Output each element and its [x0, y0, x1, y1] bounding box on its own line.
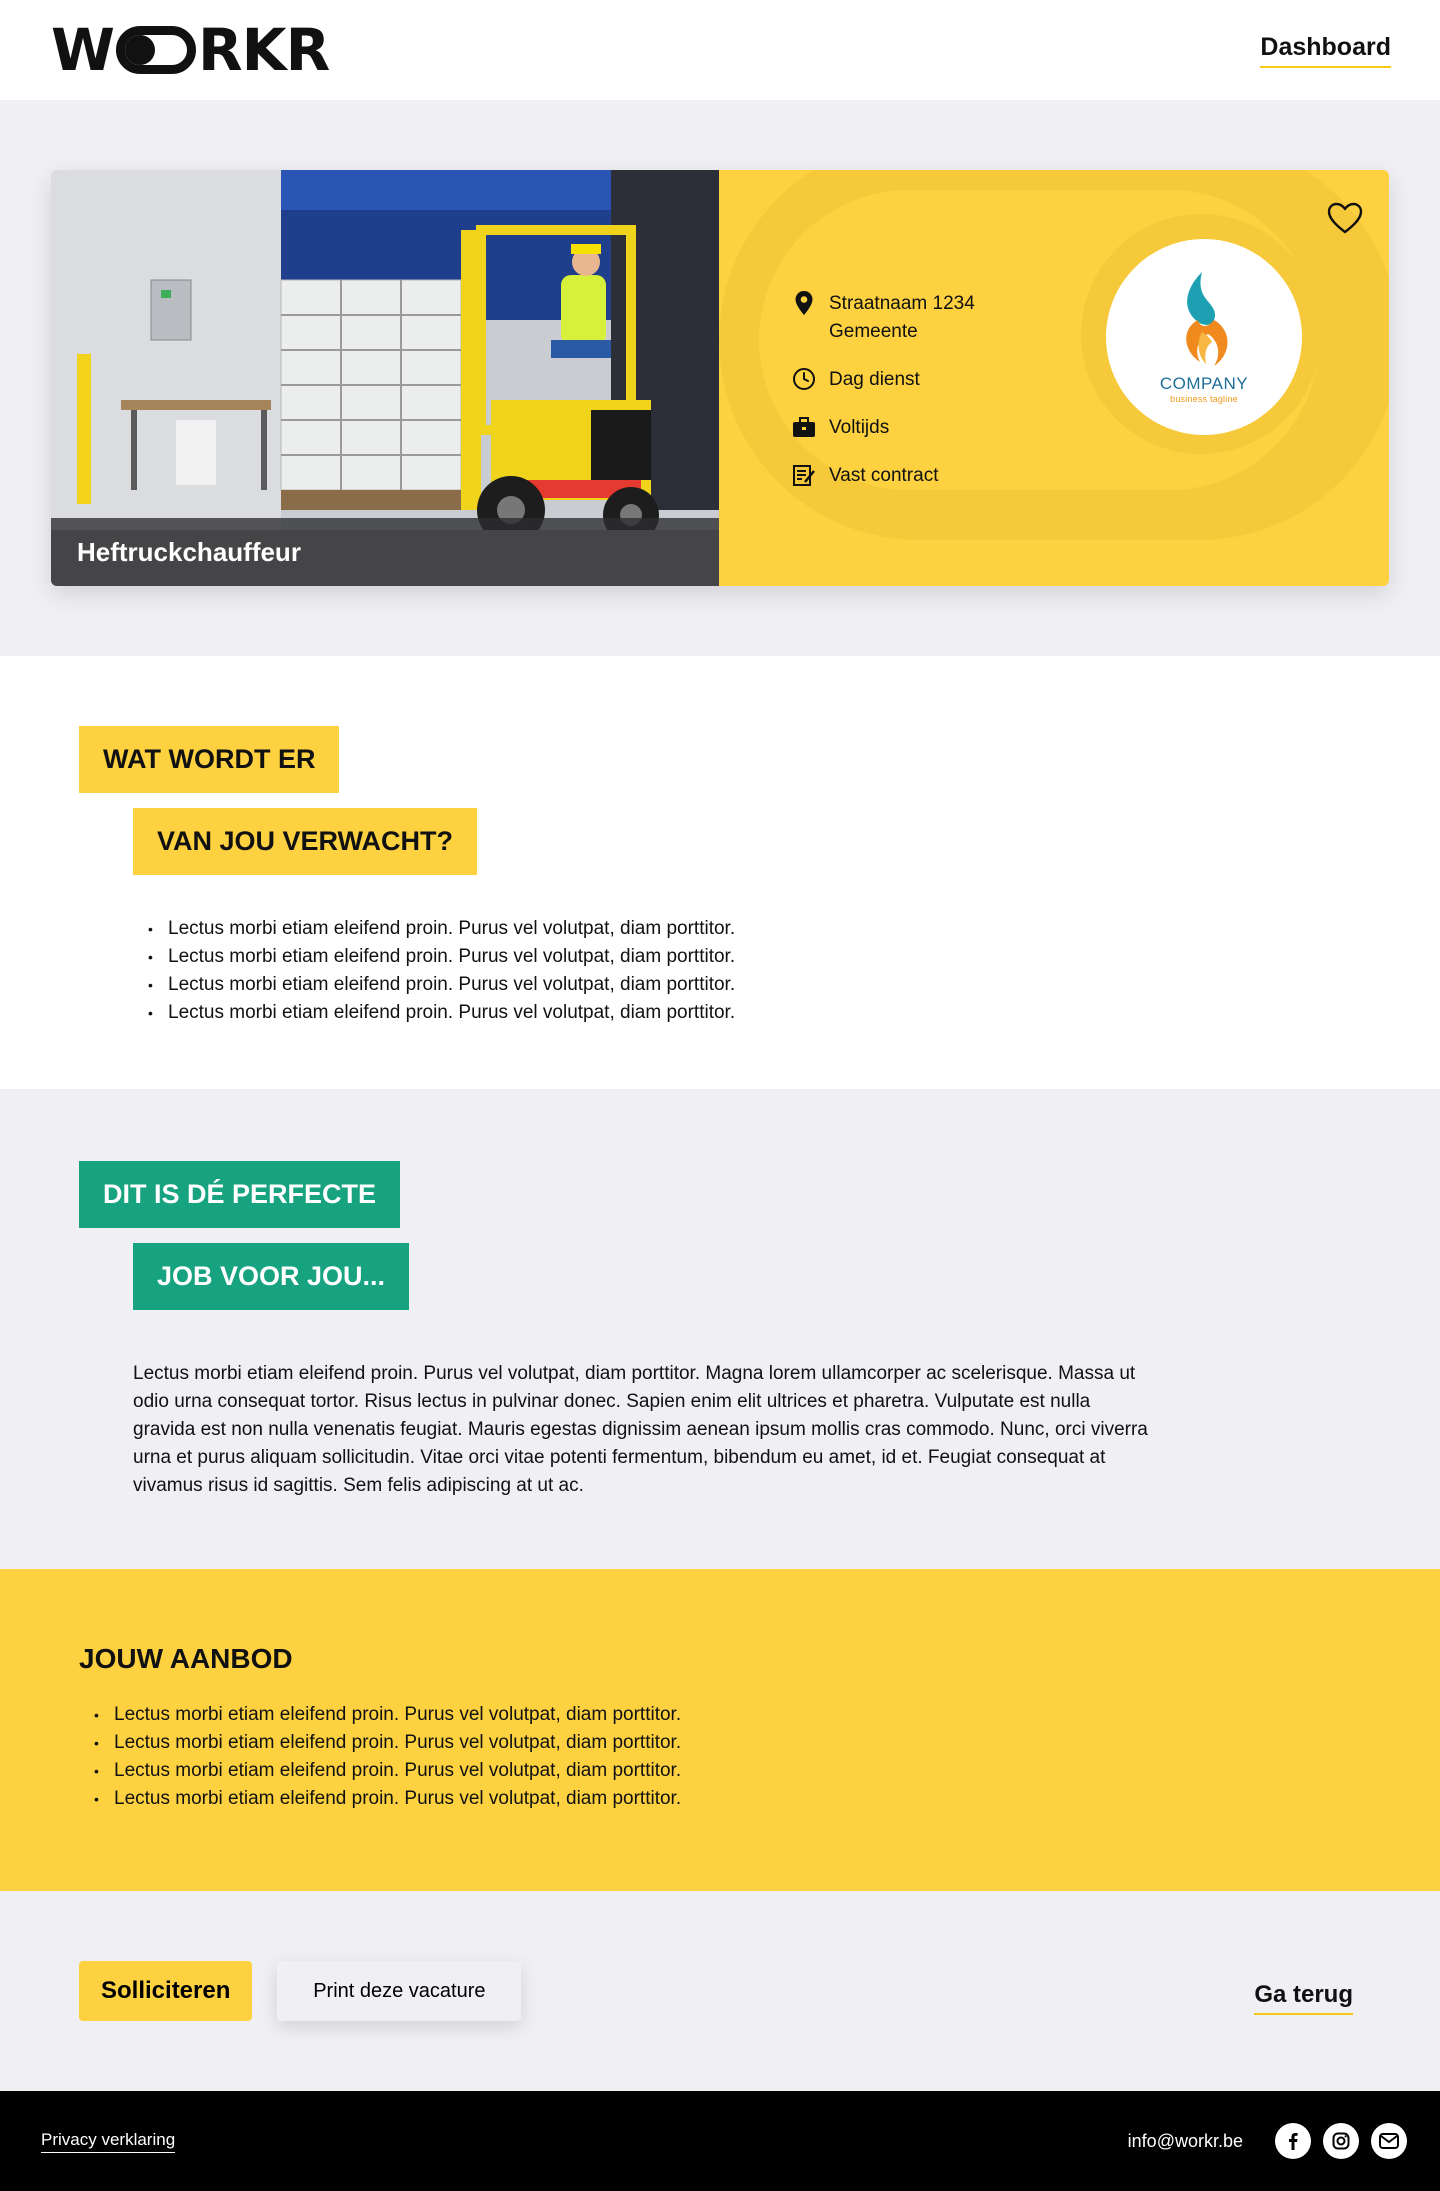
address-line1: Straatnaam 1234 [829, 293, 975, 314]
list-item: • Lectus morbi etiam eleifend proin. Purus vel volutpat, diam porttitor. [168, 999, 1440, 1027]
shift-text: Dag dienst [829, 369, 920, 390]
job-title: Heftruckchauffeur [51, 518, 719, 586]
facebook-icon[interactable] [1275, 2123, 1311, 2159]
list-item: • Lectus morbi etiam eleifend proin. Purus vel volutpat, diam porttitor. [168, 915, 1440, 943]
shift-item [791, 366, 975, 394]
hours-text: Voltijds [829, 417, 890, 438]
mail-icon[interactable] [1371, 2123, 1407, 2159]
company-tagline: business tagline [1170, 394, 1238, 404]
job-photo [51, 170, 719, 586]
site-footer [0, 2091, 1440, 2191]
company-logo [1106, 239, 1302, 435]
job-info-panel [719, 170, 1389, 586]
list-item: • Lectus morbi etiam eleifend proin. Purus vel volutpat, diam porttitor. [114, 1701, 1440, 1729]
expectations-section [0, 656, 1440, 1089]
social-links [1275, 2123, 1407, 2159]
heart-icon[interactable] [1327, 202, 1363, 234]
offer-list [114, 1701, 1440, 1813]
clock-icon [791, 366, 817, 392]
contract-item [791, 462, 975, 490]
back-link[interactable]: Ga terug [1254, 1981, 1353, 2015]
offer-heading: JOUW AANBOD [79, 1643, 293, 1674]
workr-logo[interactable]: W RKR [51, 16, 330, 84]
list-item: • Lectus morbi etiam eleifend proin. Purus vel volutpat, diam porttitor. [168, 943, 1440, 971]
footer-email[interactable]: info@workr.be [1127, 2130, 1243, 2151]
expect-list [168, 915, 1440, 1027]
flame-logo-icon [1174, 270, 1234, 370]
job-details-list [791, 290, 975, 510]
privacy-link[interactable]: Privacy verklaring [41, 2130, 175, 2153]
dashboard-link[interactable]: Dashboard [1260, 33, 1391, 68]
company-name: COMPANY [1159, 374, 1249, 393]
job-hero-section [0, 100, 1440, 656]
location-pin-icon [791, 290, 817, 316]
logo-o-pill [116, 26, 196, 74]
list-item: • Lectus morbi etiam eleifend proin. Purus vel volutpat, diam porttitor. [168, 971, 1440, 999]
list-item: • Lectus morbi etiam eleifend proin. Purus vel volutpat, diam porttitor. [114, 1729, 1440, 1757]
expect-heading-line1: WAT WORDT ER [79, 726, 339, 793]
perfect-job-section [0, 1089, 1440, 1569]
perfect-body-text: Lectus morbi etiam eleifend proin. Purus vel volutpat, diam porttitor. Magna lorem ullamcorper ac scelerisque. Massa ut odio urna consequat tortor. Risus lectus in pulvinar donec. Sapien enim elit ultrices et pharetra. Vulputate est nulla gravida est non nulla venenatis feugiat. Mauris egestas dignissim aenean ipsum mollis cras commodo. Nunc, orci viverra urna et purus aliquam sollicitudin. Vitae orci vitae potenti fermentum, bibendum eu amet, id et. Feugiat consequat at vivamus risus id sagittis. Sem felis adipiscing at ut ac. [133, 1363, 1148, 1496]
print-vacancy-button[interactable]: Print deze vacature [277, 1961, 521, 2021]
job-card [51, 170, 1389, 586]
perfect-heading-line1: DIT IS DÉ PERFECTE [79, 1161, 400, 1228]
list-item: • Lectus morbi etiam eleifend proin. Purus vel volutpat, diam porttitor. [114, 1757, 1440, 1785]
apply-button[interactable]: Solliciteren [79, 1961, 252, 2021]
site-header [0, 0, 1440, 100]
contract-icon [791, 462, 817, 488]
contract-text: Vast contract [829, 465, 939, 486]
offer-section [0, 1569, 1440, 1891]
briefcase-icon [791, 414, 817, 440]
address-item [791, 290, 975, 346]
address-line2: Gemeente [829, 321, 918, 342]
list-item: • Lectus morbi etiam eleifend proin. Purus vel volutpat, diam porttitor. [114, 1785, 1440, 1813]
actions-section [0, 1891, 1440, 2091]
perfect-heading-line2: JOB VOOR JOU... [133, 1243, 409, 1310]
instagram-icon[interactable] [1323, 2123, 1359, 2159]
hours-item [791, 414, 975, 442]
expect-heading-line2: VAN JOU VERWACHT? [133, 808, 477, 875]
